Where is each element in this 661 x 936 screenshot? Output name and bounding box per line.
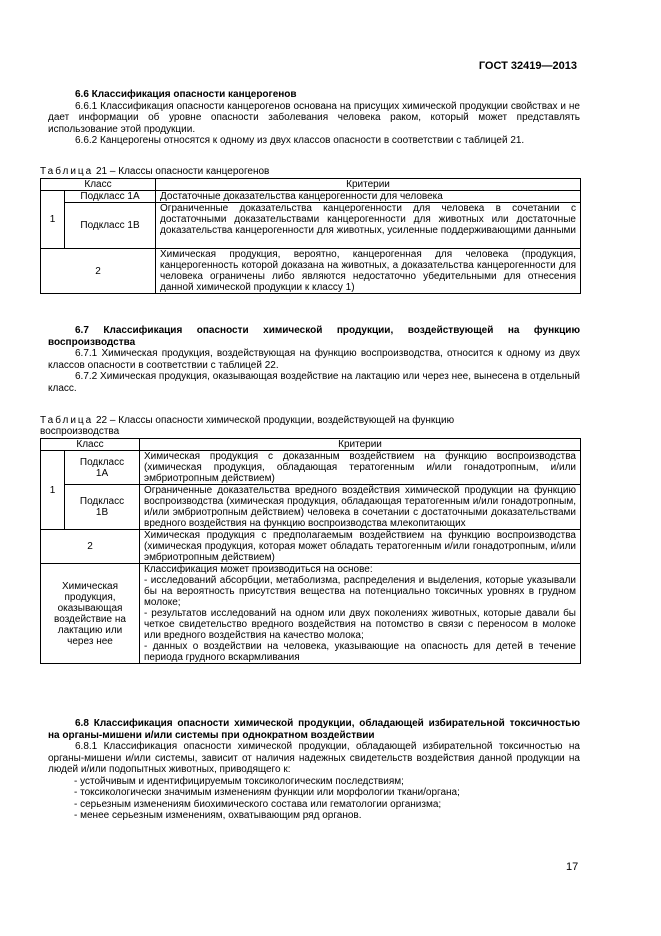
paragraph-6-6-2: 6.6.2 Канцерогены относятся к одному из двух классов опасности в соответствии с таблицей 21. [75,135,525,146]
table-21-criteria-2: Химическая продукция, вероятно, канцерогенная для человека (продукция, канцерогенность которой доказана на животных, а доказательства канцерогенности для человека ограничены либо являются недостаточно убедительными для отнесения данной химической продукции к классу 1) [156,249,581,294]
table-21-class-1: 1 [41,191,65,249]
table-21-col-class: Класс [41,179,156,191]
section-6-8-list [48,776,580,822]
table-21-subclass-1b: Подкласс 1В [65,203,156,249]
section-6-6-title: 6.6 Классификация опасности канцерогенов [75,89,297,100]
list-item: - устойчивым и идентифицируемым токсикологическим последствиям; [74,775,404,787]
table-22-class-lactation: Химическая продукция, оказывающая воздействие на лактацию или через нее [41,564,140,664]
section-6-7 [48,325,580,394]
table-21-criteria-1b: Ограниченные доказательства канцерогенности для человека в сочетании с достаточными доказательствами канцерогенности для животных или достаточные доказательства канцерогенности для животных, усиленные поддерживающими данными [156,203,581,249]
list-item: - менее серьезным изменениям, охватывающим ряд органов. [74,810,362,821]
list-item: - данных о воздействии на человека, указывающие на опасность для детей в течение периода грудного вскармливания [144,641,576,663]
table-21-caption-text: 21 – Классы опасности канцерогенов [93,166,270,177]
table-22-header-row [41,439,581,451]
page-number: 17 [566,861,579,873]
table-21-criteria-1a: Достаточные доказательства канцерогенности для человека [156,191,581,203]
document-header: ГОСТ 32419—2013 [478,60,577,72]
table-22-criteria-2: Химическая продукция с предполагаемым воздействием на функцию воспроизводства (химическая продукция, которая может обладать тератогенным и/или гонадотропным, и/или эмбриотропным действием) [140,530,581,564]
table-22 [40,438,581,664]
list-item: - серьезным изменениям биохимического состава или гематологии организма; [74,798,442,810]
table-22-lactation-intro: Классификация может производиться на основе: [144,564,373,575]
table-22-col-class: Класс [41,439,140,451]
table-22-subclass-1b: Подкласс 1В [65,485,140,530]
list-item: - исследований абсорбции, метаболизма, распределения и выделения, которые указывали бы на вероятность присутствия вещества на потенциально токсичных уровнях в грудном молоке; [144,575,576,608]
table-22-criteria-1b: Ограниченные доказательства вредного воздействия химической продукции на функцию воспроизводства (химическая продукция, обладающая тератогенным и/или гонадотропным, и/или эмбриотропным действием) человека в сочетании с достаточными доказательствами вредного воздействия на функцию воспроизводства млекопитающих [140,485,581,530]
table-row [41,203,581,249]
table-22-criteria-lactation [140,564,581,664]
section-6-6 [48,89,580,147]
table-22-caption-text: 22 – Классы опасности химической продукции, воздействующей на функцию воспроизводства [40,415,455,437]
table-22-class-2: 2 [41,530,140,564]
table-22-class-1: 1 [41,451,65,530]
table-21 [40,178,581,294]
paragraph-6-6-1: 6.6.1 Классификация опасности канцерогенов основана на присущих химической продукции свойствах и не дает информации об уровне опасности заболевания человека раком, который может представлять использование этой продукции. [48,100,580,135]
table-21-header-row [41,179,581,191]
section-6-8 [48,718,580,822]
section-6-7-title: 6.7 Классификация опасности химической продукции, воздействующей на функцию воспроизводства [48,325,580,348]
paragraph-6-7-1: 6.7.1 Химическая продукция, воздействующая на функцию воспроизводства, относится к одному из двух классов опасности в соответствии с таблицей 22. [48,348,580,371]
table-row [41,485,581,530]
table-21-caption [40,166,540,177]
section-6-8-title: 6.8 Классификация опасности химической продукции, обладающей избирательной токсичностью на органы-мишени и/или системы при однократном воздействии [48,718,580,741]
table-21-subclass-1a: Подкласс 1А [65,191,156,203]
table-21-class-2: 2 [41,249,156,294]
table-21-col-criteria: Критерии [156,179,581,191]
table-row [41,564,581,664]
table-22-caption [40,415,520,437]
paragraph-6-8-1: 6.8.1 Классификация опасности химической продукции, обладающей избирательной токсичностью на органы-мишени и/или системы, зависит от наличия надежных свидетельств воздействия данной продукции на людей и/или подопытных животных, приводящего к: [48,741,580,775]
table-21-caption-word: Таблица [40,166,94,177]
table-row [41,191,581,203]
table-row [41,530,581,564]
list-item: - результатов исследований на одном или двух поколениях животных, которые давали бы четкое свидетельство вредного воздействия на потомство в связи с переносом в молоке или вредного воздействия на качество молока; [144,608,576,641]
table-22-subclass-1a: Подкласс 1А [65,451,140,485]
table-22-caption-word: Таблица [40,415,94,426]
list-item: - токсикологически значимым изменениям функции или морфологии ткани/органа; [74,787,460,798]
table-22-criteria-1a: Химическая продукция с доказанным воздействием на функцию воспроизводства (химическая продукция, обладающая тератогенным и/или гонадотропным, и/или эмбриотропным действием) [140,451,581,485]
table-row [41,451,581,485]
table-22-col-criteria: Критерии [140,439,581,451]
table-row [41,249,581,294]
paragraph-6-7-2: 6.7.2 Химическая продукция, оказывающая воздействие на лактацию или через нее, вынесена в отдельный класс. [48,371,580,394]
